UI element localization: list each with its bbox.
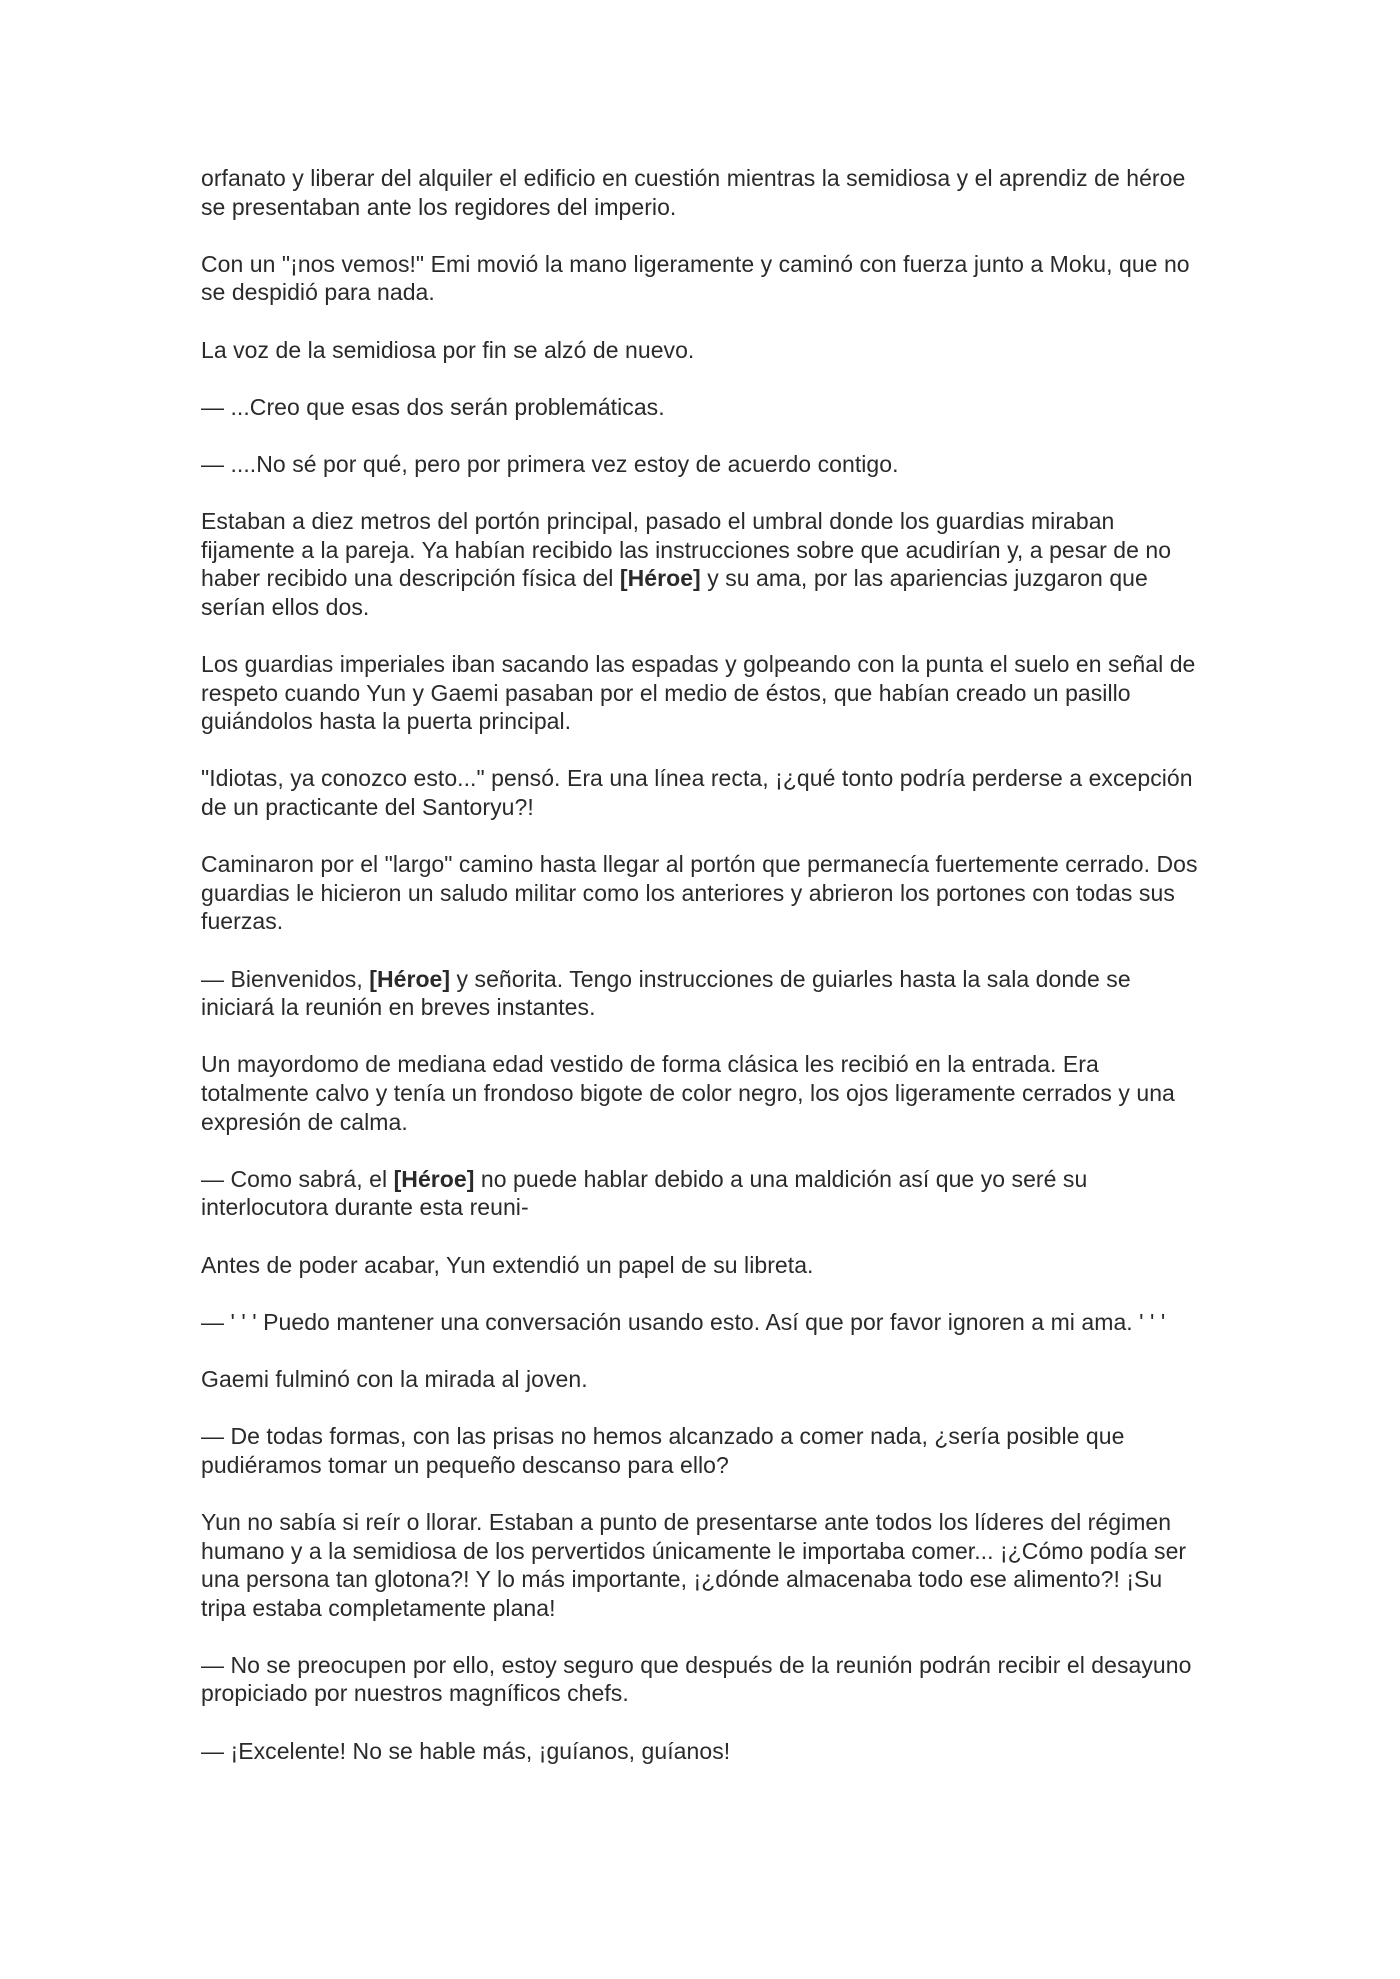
paragraph	[201, 507, 1206, 621]
paragraph	[201, 1422, 1206, 1479]
paragraph	[201, 1050, 1206, 1136]
paragraph	[201, 1651, 1206, 1708]
text-run: Con un "¡nos vemos!" Emi movió la mano ligeramente y caminó con fuerza junto a Moku, que no se despidió para nada.	[201, 250, 1190, 306]
text-run: "Idiotas, ya conozco esto..." pensó. Era una línea recta, ¡¿qué tonto podría perderse a excepción de un practicante del Santoryu?!	[201, 765, 1193, 821]
text-run: y señorita. Tengo instrucciones de guiarles hasta la sala donde se iniciará la reunión en breves instantes.	[201, 965, 1131, 1021]
bold-text: [Héroe]	[619, 565, 701, 592]
paragraph	[201, 164, 1206, 221]
text-run: — Como sabrá, el	[201, 1165, 394, 1192]
paragraph	[201, 650, 1206, 736]
paragraph	[201, 1308, 1206, 1337]
paragraph	[201, 850, 1206, 936]
text-run: y su ama, por las apariencias juzgaron que serían ellos dos.	[201, 565, 1148, 620]
document-page	[201, 164, 1206, 1794]
text-run: — Bienvenidos,	[201, 965, 370, 992]
paragraph	[201, 764, 1206, 821]
text-run: — ¡Excelente! No se hable más, ¡guíanos, guíanos!	[201, 1737, 731, 1764]
paragraph	[201, 1365, 1206, 1394]
paragraph	[201, 1165, 1206, 1222]
paragraph	[201, 1251, 1206, 1280]
text-run: Gaemi fulminó con la mirada al joven.	[201, 1365, 588, 1392]
text-run: La voz de la semidiosa por fin se alzó de nuevo.	[201, 336, 695, 363]
text-run: Caminaron por el "largo" camino hasta llegar al portón que permanecía fuertemente cerrado. Dos guardias le hicieron un saludo militar como los anteriores y abrieron los portones con todas sus fuerzas.	[201, 851, 1198, 935]
text-run: — No se preocupen por ello, estoy seguro que después de la reunión podrán recibir el desayuno propiciado por nuestros magníficos chefs.	[201, 1651, 1192, 1707]
text-run: — ....No sé por qué, pero por primera vez estoy de acuerdo contigo.	[201, 450, 899, 477]
bold-text: [Héroe]	[369, 965, 451, 992]
text-run: Un mayordomo de mediana edad vestido de forma clásica les recibió en la entrada. Era totalmente calvo y tenía un frondoso bigote de color negro, los ojos ligeramente cerrados y una expresión de calma.	[201, 1051, 1175, 1135]
text-run: no puede hablar debido a una maldición así que yo seré su interlocutora durante esta reuni-	[201, 1165, 1088, 1221]
paragraph	[201, 336, 1206, 365]
text-run: orfanato y liberar del alquiler el edificio en cuestión mientras la semidiosa y el aprendiz de héroe se presentaban ante los regidores del imperio.	[201, 165, 1186, 220]
paragraph	[201, 250, 1206, 307]
text-run: Los guardias imperiales iban sacando las espadas y golpeando con la punta el suelo en señal de respeto cuando Yun y Gaemi pasaban por el medio de éstos, que habían creado un pasillo guiándolos hasta la puerta principal.	[201, 651, 1196, 735]
text-run: Estaban a diez metros del portón principal, pasado el umbral donde los guardias miraban fijamente a la pareja. Ya habían recibido las instrucciones sobre que acudirían y, a pesar de no haber recibido una descripción física del	[201, 508, 1172, 592]
text-run: — ...Creo que esas dos serán problemáticas.	[201, 393, 665, 420]
paragraph	[201, 1737, 1206, 1766]
text-run: Antes de poder acabar, Yun extendió un papel de su libreta.	[201, 1251, 814, 1278]
bold-text: [Héroe]	[393, 1165, 475, 1192]
paragraph	[201, 965, 1206, 1022]
paragraph	[201, 393, 1206, 422]
text-run: — ' ' ' Puedo mantener una conversación usando esto. Así que por favor ignoren a mi ama. ' ' '	[201, 1308, 1166, 1335]
paragraph	[201, 1508, 1206, 1622]
text-run: Yun no sabía si reír o llorar. Estaban a punto de presentarse ante todos los líderes del régimen humano y a la semidiosa de los pervertidos únicamente le importaba comer... ¡¿Cómo podía ser una persona tan glotona?! Y lo más importante, ¡¿dónde almacenaba todo ese alimento?! ¡Su tripa estaba completamente plana!	[201, 1508, 1187, 1621]
paragraph	[201, 450, 1206, 479]
text-run: — De todas formas, con las prisas no hemos alcanzado a comer nada, ¿sería posible que pudiéramos tomar un pequeño descanso para ello?	[201, 1423, 1125, 1478]
